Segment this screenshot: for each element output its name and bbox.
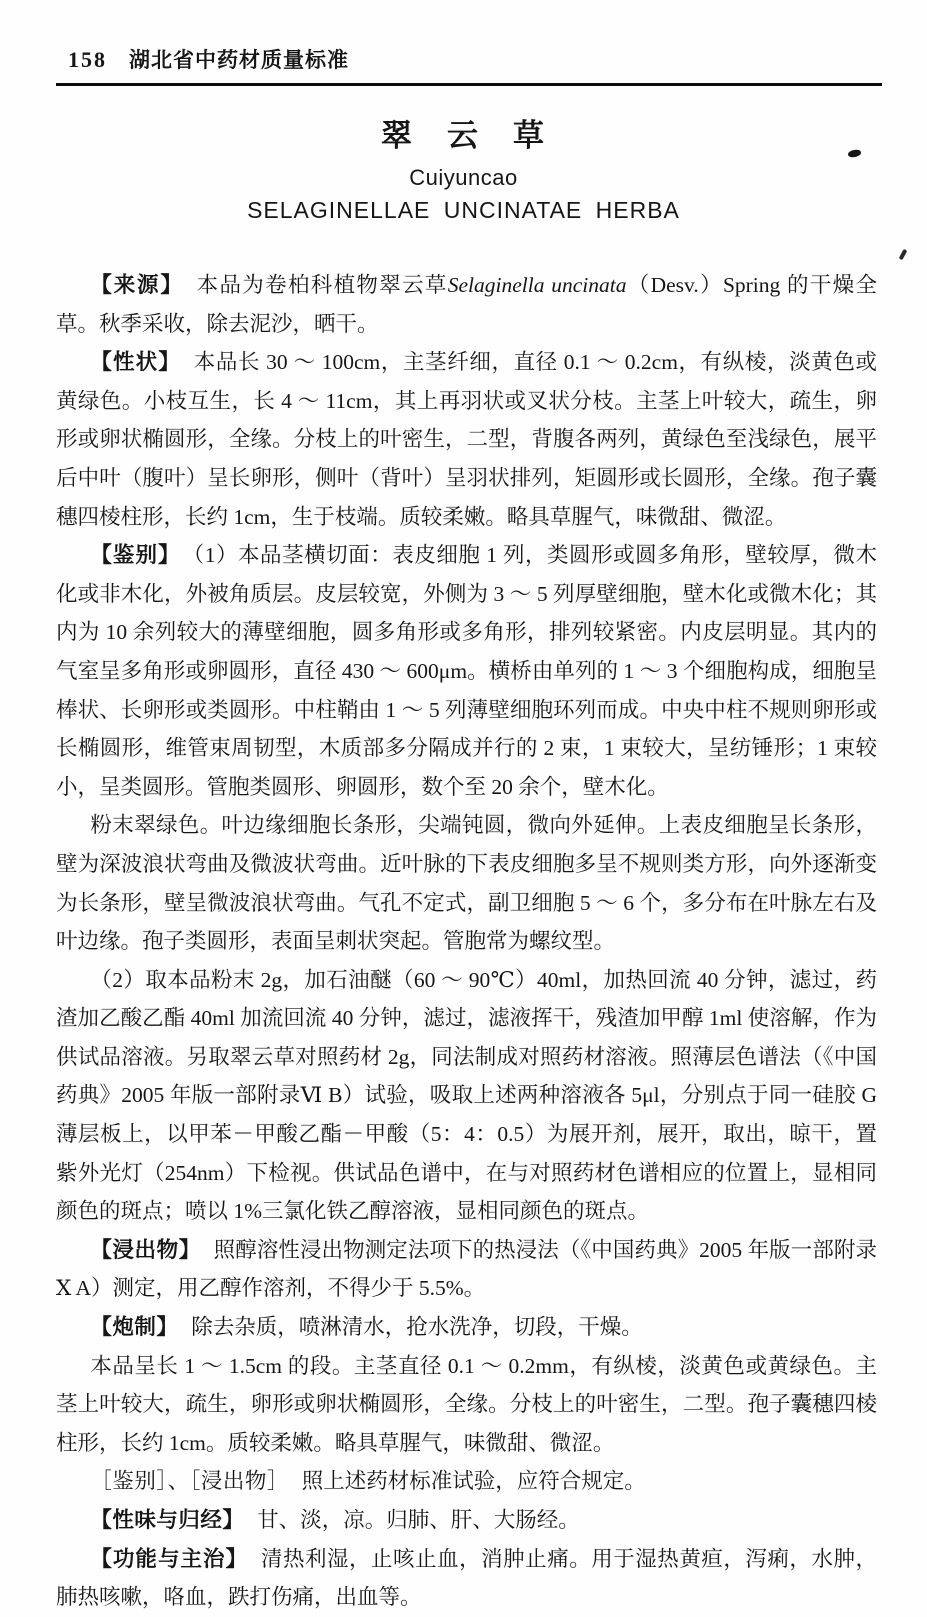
section-property-meridian-label: 【性味与归经】 [90,1508,245,1532]
section-property-meridian [56,1501,877,1540]
section-source-text-post: （Desv.）Spring 的干燥全草。秋季采收，除去泥沙，晒干。 [56,273,877,336]
monograph-body [56,266,877,1617]
section-extractives-label: 【浸出物】 [90,1237,201,1262]
section-identification-text-3: （2）取本品粉末 2g，加石油醚（60 ～ 90℃）40ml，加热回流 40 分钟，滤过，药渣加乙酸乙酯 40ml 加流回流 40 分钟，滤过，滤液挥干，残渣加甲醇 1ml 使溶解，作为供试品溶液。另取翠云草对照药材 2g，同法制成对照药材溶液。照薄层色谱法（《中国药典》2005 年版一部附录Ⅵ B）试验，吸取上述两种溶液各 5μl，分别点于同一硅胶 G 薄层板上，以甲苯－甲酸乙酯－甲酸（5：4：0.5）为展开剂，展开，取出，晾干，置紫外光灯（254nm）下检视。供试品色谱中，在与对照药材色谱相应的位置上，显相同颜色的斑点；喷以 1%三氯化铁乙醇溶液，显相同颜色的斑点。 [56,967,877,1224]
species-latin-name: Selaginella uncinata [447,273,627,297]
section-identification-1 [56,536,877,806]
ink-speck [899,249,908,261]
section-extractives [56,1231,877,1308]
section-functions-indications-label: 【功能与主治】 [90,1546,249,1571]
section-processing-reference-text: 照上述药材标准试验，应符合规定。 [301,1469,646,1494]
section-functions-indications-text: 清热利湿，止咳止血，消肿止痛。用于湿热黄疸，泻痢，水肿，肺热咳嗽，咯血，跌打伤痛，出血等。 [56,1546,877,1610]
section-description-text: 本品长 30 ～ 100cm，主茎纤细，直径 0.1 ～ 0.2cm，有纵棱，淡黄色或黄绿色。小枝互生，长 4 ～ 11cm，其上再羽状或叉状分枝。主茎上叶较大，疏生，卵形或卵状椭圆形，全缘。分枝上的叶密生，二型，背腹各两列，黄绿色至浅绿色，展平后中叶（腹叶）呈长卵形，侧叶（背叶）呈羽状排列，矩圆形或长圆形，全缘。孢子囊穗四棱柱形，长约 1cm，生于枝端。质较柔嫩。略具草腥气，味微甜、微涩。 [56,350,877,529]
section-source-label: 【来源】 [90,273,184,297]
section-processing-text: 除去杂质，喷淋清水，抢水洗净，切段，干燥。 [191,1315,643,1340]
section-processing-description [56,1347,877,1463]
page-number: 158 [68,47,107,72]
monograph-title-chinese: 翠 云 草 [381,118,546,153]
section-functions-indications [56,1540,877,1617]
scanned-document-page [0,44,927,1610]
section-processing [56,1308,877,1347]
section-processing-reference-label: ［鉴别］、［浸出物］ [90,1469,289,1494]
book-title: 湖北省中药材质量标准 [129,49,349,72]
section-description [56,343,877,536]
section-source-text-pre: 本品为卷柏科植物翠云草 [196,273,448,297]
section-identification-label: 【鉴别】 [90,543,181,568]
section-property-meridian-text: 甘、淡，凉。归肺、肝、大肠经。 [257,1508,580,1532]
section-source [56,266,877,343]
section-identification-text-2: 粉末翠绿色。叶边缘细胞长条形，尖端钝圆，微向外延伸。上表皮细胞呈长条形，壁为深波浪状弯曲及微波状弯曲。近叶脉的下表皮细胞多呈不规则类方形，向外逐渐变为长条形，壁呈微波浪状弯曲。气孔不定式，副卫细胞 5 ～ 6 个，多分布在叶脉左右及叶边缘。孢子类圆形，表面呈刺状突起。管胞常为螺纹型。 [56,813,877,954]
section-processing-description-text: 本品呈长 1 ～ 1.5cm 的段。主茎直径 0.1 ～ 0.2mm，有纵棱，淡黄色或黄绿色。主茎上叶较大，疏生，卵形或卵状椭圆形，全缘。分枝上的叶密生，二型。孢子囊穗四棱柱形，长约 1cm。质较柔嫩。略具草腥气，味微甜、微涩。 [56,1353,877,1455]
monograph-title-pinyin: Cuiyuncao [409,165,518,190]
section-processing-label: 【炮制】 [90,1315,179,1340]
title-block [0,110,927,224]
monograph-title-latin: SELAGINELLAE UNCINATAE HERBA [247,197,680,223]
section-description-label: 【性状】 [90,350,181,375]
section-identification-3 [56,961,877,1231]
section-extractives-text: 照醇溶性浸出物测定法项下的热浸法（《中国药典》2005 年版一部附录Ⅹ A）测定，用乙醇作溶剂，不得少于 5.5%。 [56,1237,877,1301]
header-rule [56,83,882,86]
section-processing-reference [56,1462,877,1501]
running-header [68,44,882,74]
section-identification-text-1: （1）本品茎横切面：表皮细胞 1 列，类圆形或圆多角形，壁较厚，微木化或非木化，外被角质层。皮层较宽，外侧为 3 ～ 5 列厚壁细胞，壁木化或微木化；其内为 10 余列较大的薄壁细胞，圆多角形或多角形，排列较紧密。内皮层明显。其内的气室呈多角形或卵圆形，直径 430 ～ 600μm。横桥由单列的 1 ～ 3 个细胞构成，细胞呈棒状、长卵形或类圆形。中柱鞘由 1 ～ 5 列薄壁细胞环列而成。中央中柱不规则卵形或长椭圆形，维管束周韧型，木质部多分隔成并行的 2 束，1 束较大，呈纺锤形；1 束较小，呈类圆形。管胞类圆形、卵圆形，数个至 20 余个，壁木化。 [56,543,877,799]
section-identification-2 [56,806,877,960]
